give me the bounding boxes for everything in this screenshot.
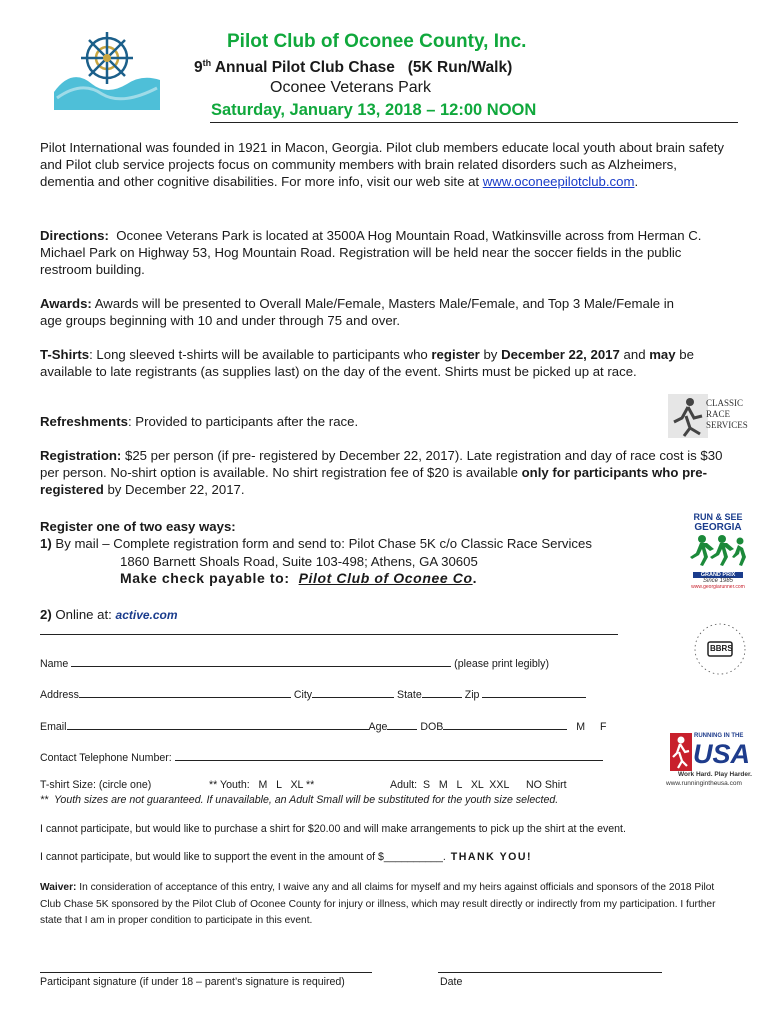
option1-number: 1) [40,536,52,552]
directions-paragraph [40,227,730,279]
email-row [40,718,607,733]
tshirts-text-3: and [619,347,650,362]
awards-paragraph [40,295,680,329]
tshirts-text-2: by [479,347,502,362]
name-row [40,655,549,670]
phone-row [40,749,603,764]
check-payable-line [120,570,477,586]
tshirts-bold-deadline: December 22, 2017 [501,347,620,362]
gender-m[interactable]: M [576,721,586,733]
dob-label: DOB [420,721,444,733]
date-input[interactable] [438,972,662,973]
edition-number: 9 [194,59,203,77]
zip-label: Zip [464,689,480,701]
classic-line1: CLASSIC [706,398,744,408]
classic-race-services-logo [666,392,748,442]
registration-end: by December 22, 2017. [103,482,245,498]
runners-icon [688,533,748,567]
event-name-line [194,58,512,77]
event-date: Saturday, January 13, 2018 – 12:00 NOON [211,101,537,119]
header-rule [210,122,738,123]
tshirt-size-label: T-shirt Size: (circle one) [40,779,152,791]
tshirts-bold-register: register [431,347,480,362]
classic-line3: SERVICES [706,420,748,430]
directions-text: Oconee Veterans Park is located at 3500A Hog Mountain Road, Watkinsville across from Herman C. Michael Park on Highway 53, Hog Mountain Road. Registration will be held near the soccer fields in the public restroom building. [40,228,706,278]
registration-only: only [521,465,549,481]
waiver-text: In consideration of acceptance of this entry, I waive any and all claims for myself and my heirs against officials and sponsors of the 2018 Pilot Club Chase 5K sponsored by the Pilot Club of Oconee County for injury or illness, which may result directly or indirectly from my participation. I further state that I am in proper condition to participate in this event. [40,882,716,926]
registration-text: $25 per person (if pre- registered by December 22, 2017). Late registration and day of race cost is $30 per person. No-shirt option is available. No shirt registration fee of $20 is available [40,448,723,481]
name-label: Name [40,658,69,670]
option2-text: Online at: [51,607,116,622]
check-payee: Pilot Club of Oconee Co [298,570,473,586]
youth-sizes[interactable]: ** Youth: M L XL ** [209,779,315,791]
registration-paragraph [40,447,730,499]
club-logo [52,22,162,110]
awards-label: Awards: [40,296,92,311]
usa-line4: www.runningintheusa.com [666,780,742,787]
refreshments-text: : Provided to participants after the race. [127,414,359,429]
support-line [40,851,532,863]
runsee-line3: GRAND PRIX [693,572,743,578]
email-input[interactable] [67,718,369,730]
register-ways [40,518,680,552]
waiver-label: Waiver: [40,882,77,893]
tshirts-label: T-Shirts [40,347,90,362]
runsee-line1: RUN & SEE [693,512,743,522]
directions-label: Directions: [40,228,109,243]
registration-label: Registration: [40,448,122,463]
address-row [40,686,586,701]
tshirts-bold-may: may [649,347,676,362]
bbrs-logo [693,622,747,676]
runner-silhouette-icon [666,392,710,440]
youth-size-note: ** Youth sizes are not guaranteed. If unavailable, an Adult Small will be substituted for the youth size selected. [40,794,559,806]
usa-line2: USA [693,739,751,769]
intro-paragraph [40,139,730,191]
adult-sizes[interactable]: Adult: S M L XL XXL [390,779,510,791]
thank-you: THANK YOU! [450,851,533,863]
run-see-georgia-logo [683,512,753,602]
form-top-rule [40,634,618,635]
option1-text: By mail – Complete registration form and send to: Pilot Chase 5K c/o Classic Race Services [51,536,592,552]
purchase-shirt-line: I cannot participate, but would like to purchase a shirt for $20.00 and will make arrangements to pick up the shirt at the event. [40,823,626,835]
option2-line [40,606,178,624]
usa-line1: RUNNING IN THE [694,733,744,739]
email-label: Email [40,721,67,733]
tshirt-size-row [40,779,151,791]
refreshments-paragraph [40,413,358,430]
phone-label: Contact Telephone Number: [40,752,172,764]
awards-text: Awards will be presented to Overall Male/Female, Masters Male/Female, and Top 3 Male/Female in age groups beginning with 10 and under through 75 and over. [40,296,675,329]
city-input[interactable] [312,686,394,698]
registration-preregistered: for participants who pre-registered [40,465,707,498]
club-name: Pilot Club of Oconee County, Inc. [227,31,527,52]
runner-flag-icon [670,733,692,771]
gender-f[interactable]: F [600,721,607,733]
option2-number: 2) [40,607,52,622]
refreshments-label: Refreshments [40,414,128,429]
age-label: Age [368,721,388,733]
runsee-line2: GEORGIA [694,522,742,533]
bbrs-center: BBRS [710,644,733,653]
event-name: Annual Pilot Club Chase (5K Run/Walk) [214,59,513,77]
intro-end: . [634,174,639,190]
classic-line2: RACE [706,409,731,419]
name-input[interactable] [71,655,451,667]
check-label: Make check payable to: [120,570,299,586]
address-input[interactable] [79,686,291,698]
dob-input[interactable] [443,718,567,730]
runsee-line4: Since 1985 [702,578,734,584]
state-input[interactable] [422,686,462,698]
mailing-address: 1860 Barnett Shoals Road, Suite 103-498; Athens, GA 30605 [120,554,478,569]
tshirts-text-4: be available to late registrants (as supplies last) on the day of the event. Shirts must be picked up at race. [40,347,694,380]
runsee-line5: www.georgiarunner.com [691,584,745,590]
state-label: State [397,689,422,701]
active-logo[interactable]: active.com [115,608,178,622]
waiver-paragraph [40,880,730,930]
address-label: Address [40,689,79,701]
phone-input[interactable] [175,749,603,761]
support-text: I cannot participate, but would like to support the event in the amount of $__________. [40,851,446,863]
age-input[interactable] [387,718,417,730]
venue: Oconee Veterans Park [270,79,431,96]
running-in-the-usa-logo [666,733,760,791]
tshirts-text-1: : Long sleeved t-shirts will be available to participants who [89,347,432,362]
register-heading: Register one of two easy ways: [40,519,236,534]
no-shirt-option[interactable]: NO Shirt [526,779,567,791]
tshirts-paragraph [40,346,730,380]
check-end: . [472,570,478,586]
zip-input[interactable] [482,686,586,698]
signature-input[interactable] [40,972,372,973]
signature-label: Participant signature (if under 18 – parent’s signature is required) [40,976,345,988]
name-hint: (please print legibly) [454,658,549,670]
city-label: City [293,689,313,701]
usa-line3: Work Hard. Play Harder. [678,771,752,778]
intro-text: Pilot International was founded in 1921 in Macon, Georgia. Pilot club members educate local youth about brain safety and Pilot club service projects focus on community members with brain related disorders such as Alzheimers, dementia and other cognitive disabilities. For more info, visit our web site at [40,140,724,190]
website-link[interactable]: www.oconeepilotclub.com [482,174,635,190]
edition-suffix: th [202,58,212,68]
date-label: Date [440,976,463,988]
